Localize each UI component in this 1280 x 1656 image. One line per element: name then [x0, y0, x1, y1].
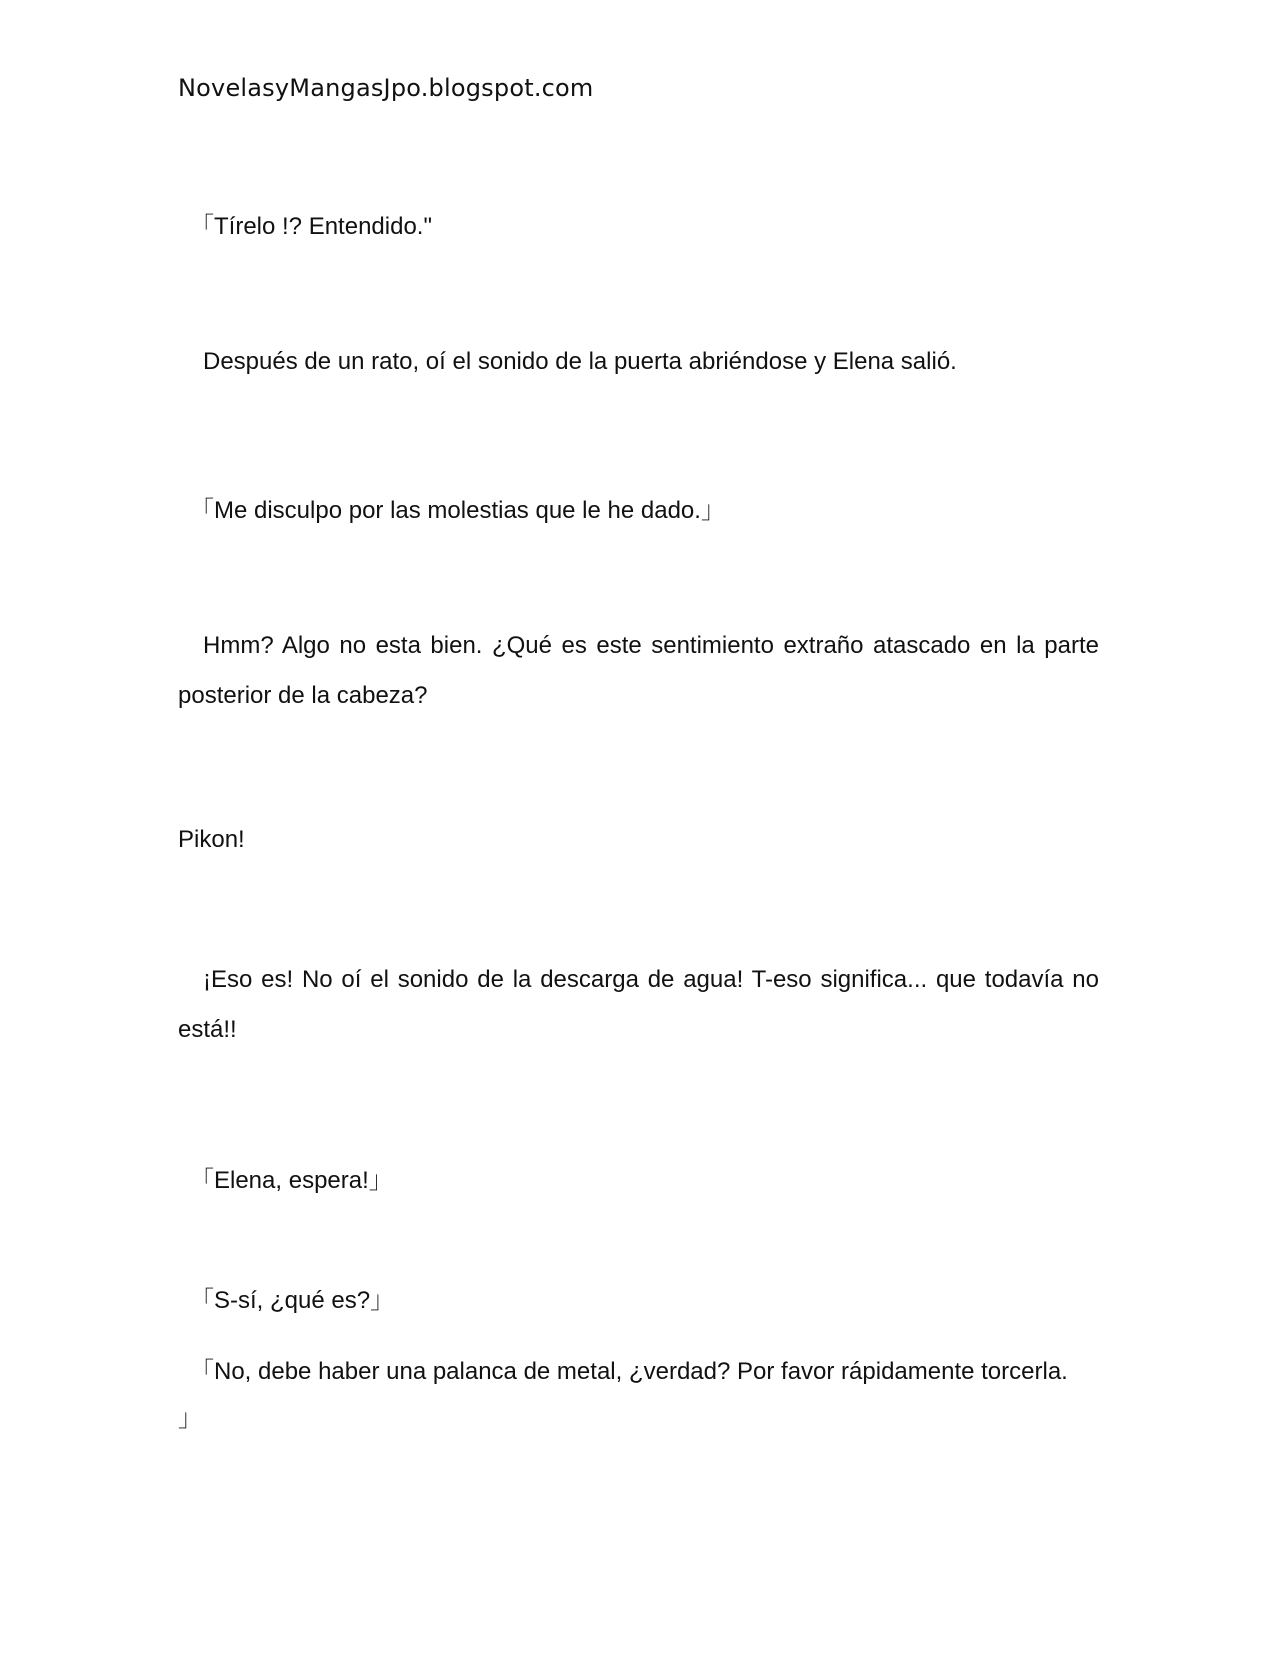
narration-line-1: Después de un rato, oí el sonido de la puerta abriéndose y Elena salió. [203, 348, 957, 375]
narration-paragraph-2 [178, 621, 1099, 721]
narration-paragraph-3-text: ¡Eso es! No oí el sonido de la descarga de agua! T-eso significa... que todavía no está!! [178, 966, 1099, 1043]
dialogue-line-5-closing: 」 [178, 1405, 202, 1432]
sound-effect-line: Pikon! [178, 826, 245, 853]
narration-paragraph-3 [178, 955, 1099, 1055]
narration-paragraph-2-text: Hmm? Algo no esta bien. ¿Qué es este sentimiento extraño atascado en la parte posterior de la cabeza? [178, 632, 1099, 709]
dialogue-line-5: 「No, debe haber una palanca de metal, ¿verdad? Por favor rápidamente torcerla. [190, 1358, 1068, 1385]
site-header: NovelasyMangasJpo.blogspot.com [178, 74, 594, 102]
dialogue-line-4: 「S-sí, ¿qué es?」 [190, 1287, 395, 1314]
dialogue-line-2: 「Me disculpo por las molestias que le he dado.」 [190, 497, 725, 524]
dialogue-line-3: 「Elena, espera!」 [190, 1167, 393, 1194]
dialogue-line-1: 「Tírelo !? Entendido." [190, 213, 432, 240]
